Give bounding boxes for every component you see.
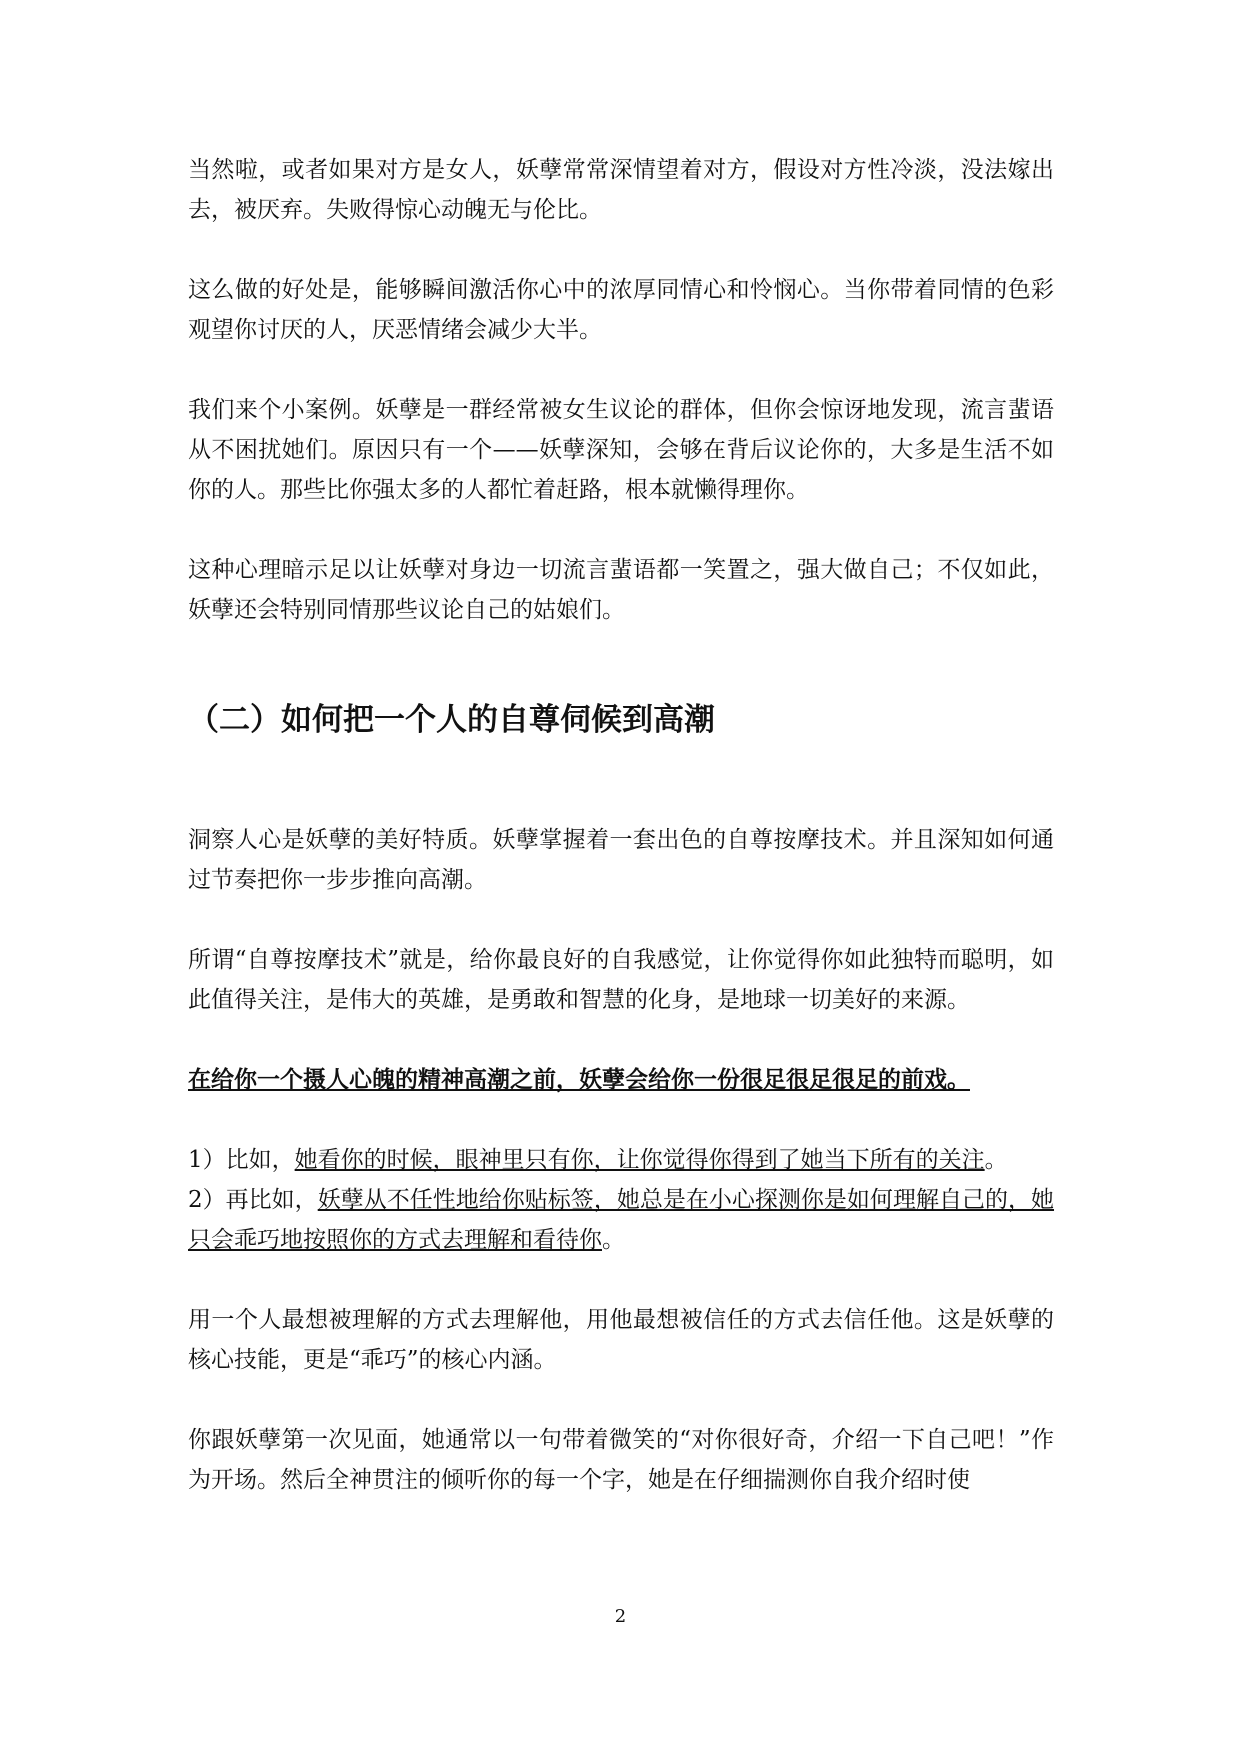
paragraph-3: 我们来个小案例。妖孽是一群经常被女生议论的群体，但你会惊讶地发现，流言蜚语从不困扰她们。原因只有一个——妖孽深知，会够在背后议论你的，大多是生活不如你的人。那些比你强太多的人都忙着赶路，根本就懒得理你。 [188,397,1054,503]
list-item-2-suffix: 。 [602,1227,625,1253]
list-item-1 [188,1140,1054,1180]
bold-underlined-statement: 在给你一个摄人心魄的精神高潮之前，妖孽会给你一份很足很足很足的前戏。 [188,1066,970,1093]
paragraph-7: 用一个人最想被理解的方式去理解他，用他最想被信任的方式去信任他。这是妖孽的核心技能，更是“乖巧”的核心内涵。 [188,1307,1054,1373]
paragraph-5: 洞察人心是妖孽的美好特质。妖孽掌握着一套出色的自尊按摩技术。并且深知如何通过节奏把你一步步推向高潮。 [188,827,1054,893]
example-list [188,1140,1054,1260]
page-number: 2 [614,1606,627,1627]
list-item-1-suffix: 。 [984,1147,1008,1173]
paragraph-8: 你跟妖孽第一次见面，她通常以一句带着微笑的“对你很好奇，介绍一下自己吧！”作为开场。然后全神贯注的倾听你的每一个字，她是在仔细揣测你自我介绍时使 [188,1427,1054,1493]
list-item-2-prefix: 2）再比如， [188,1187,318,1213]
list-item-1-underlined: 她看你的时候，眼神里只有你，让你觉得你得到了她当下所有的关注 [294,1147,985,1173]
paragraph-6: 所谓“自尊按摩技术”就是，给你最良好的自我感觉，让你觉得你如此独特而聪明，如此值得关注，是伟大的英雄，是勇敢和智慧的化身，是地球一切美好的来源。 [188,947,1054,1013]
paragraph-4: 这种心理暗示足以让妖孽对身边一切流言蜚语都一笑置之，强大做自己；不仅如此，妖孽还会特别同情那些议论自己的姑娘们。 [188,557,1054,623]
section-heading: （二）如何把一个人的自尊伺候到高潮 [188,702,715,738]
document-page [188,150,1054,1540]
paragraph-2: 这么做的好处是，能够瞬间激活你心中的浓厚同情心和怜悯心。当你带着同情的色彩观望你讨厌的人，厌恶情绪会减少大半。 [188,277,1054,343]
list-item-1-prefix: 1）比如， [188,1147,295,1173]
paragraph-1: 当然啦，或者如果对方是女人，妖孽常常深情望着对方，假设对方性冷淡，没法嫁出去，被厌弃。失败得惊心动魄无与伦比。 [188,157,1054,223]
list-item-2 [188,1180,1054,1260]
list-item-2-underlined: 妖孽从不任性地给你贴标签，她总是在小心探测你是如何理解自己的，她只会乖巧地按照你的方式去理解和看待你 [188,1187,1055,1253]
